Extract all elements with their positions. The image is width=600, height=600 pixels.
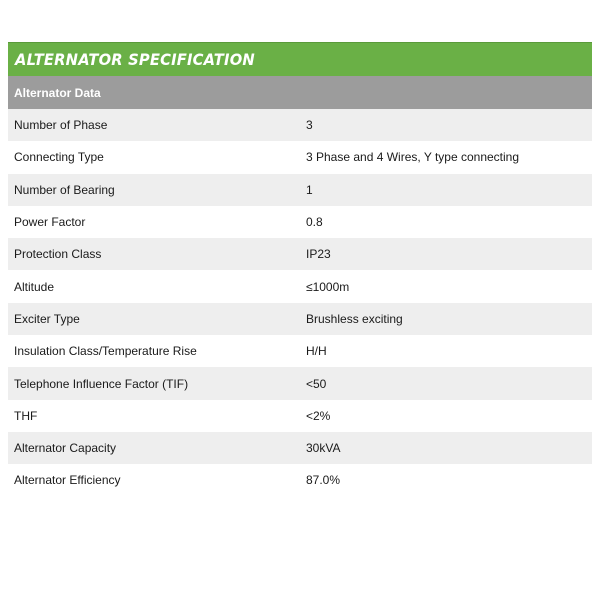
row-value: ≤1000m xyxy=(306,279,350,294)
table-row xyxy=(8,174,592,206)
table-row xyxy=(8,303,592,335)
row-label: Number of Bearing xyxy=(14,182,115,197)
row-label: Altitude xyxy=(14,279,55,294)
row-value: Brushless exciting xyxy=(306,311,403,326)
row-value: 30kVA xyxy=(306,441,341,456)
table-row xyxy=(8,141,592,173)
row-label: Insulation Class/Temperature Rise xyxy=(14,344,197,359)
row-label: Alternator Capacity xyxy=(14,441,117,456)
row-label: Number of Phase xyxy=(14,118,108,133)
title-banner xyxy=(8,42,592,76)
row-label: Connecting Type xyxy=(14,150,104,165)
table-row xyxy=(8,432,592,464)
row-value: <2% xyxy=(306,408,331,423)
row-value: 3 Phase and 4 Wires, Y type connecting xyxy=(306,150,520,165)
table-row xyxy=(8,400,592,432)
row-label: Telephone Influence Factor (TIF) xyxy=(14,376,189,391)
spec-table xyxy=(8,109,592,497)
row-label: THF xyxy=(14,408,38,423)
section-header-label: Alternator Data xyxy=(14,85,101,100)
table-row xyxy=(8,270,592,302)
row-label: Alternator Efficiency xyxy=(14,473,121,488)
table-row xyxy=(8,109,592,141)
row-value: IP23 xyxy=(306,247,331,262)
table-row xyxy=(8,335,592,367)
row-label: Protection Class xyxy=(14,247,102,262)
row-value: 0.8 xyxy=(306,215,323,230)
section-header xyxy=(8,76,592,109)
row-value: <50 xyxy=(306,376,327,391)
row-label: Exciter Type xyxy=(14,311,80,326)
row-value: 87.0% xyxy=(306,473,341,488)
row-label: Power Factor xyxy=(14,215,86,230)
table-row xyxy=(8,367,592,399)
spec-sheet xyxy=(8,42,592,497)
row-value: 3 xyxy=(306,118,313,133)
table-row xyxy=(8,238,592,270)
table-row xyxy=(8,206,592,238)
table-row xyxy=(8,464,592,496)
page-title: ALTERNATOR SPECIFICATION xyxy=(15,50,255,69)
row-value: H/H xyxy=(306,344,327,359)
row-value: 1 xyxy=(306,182,313,197)
